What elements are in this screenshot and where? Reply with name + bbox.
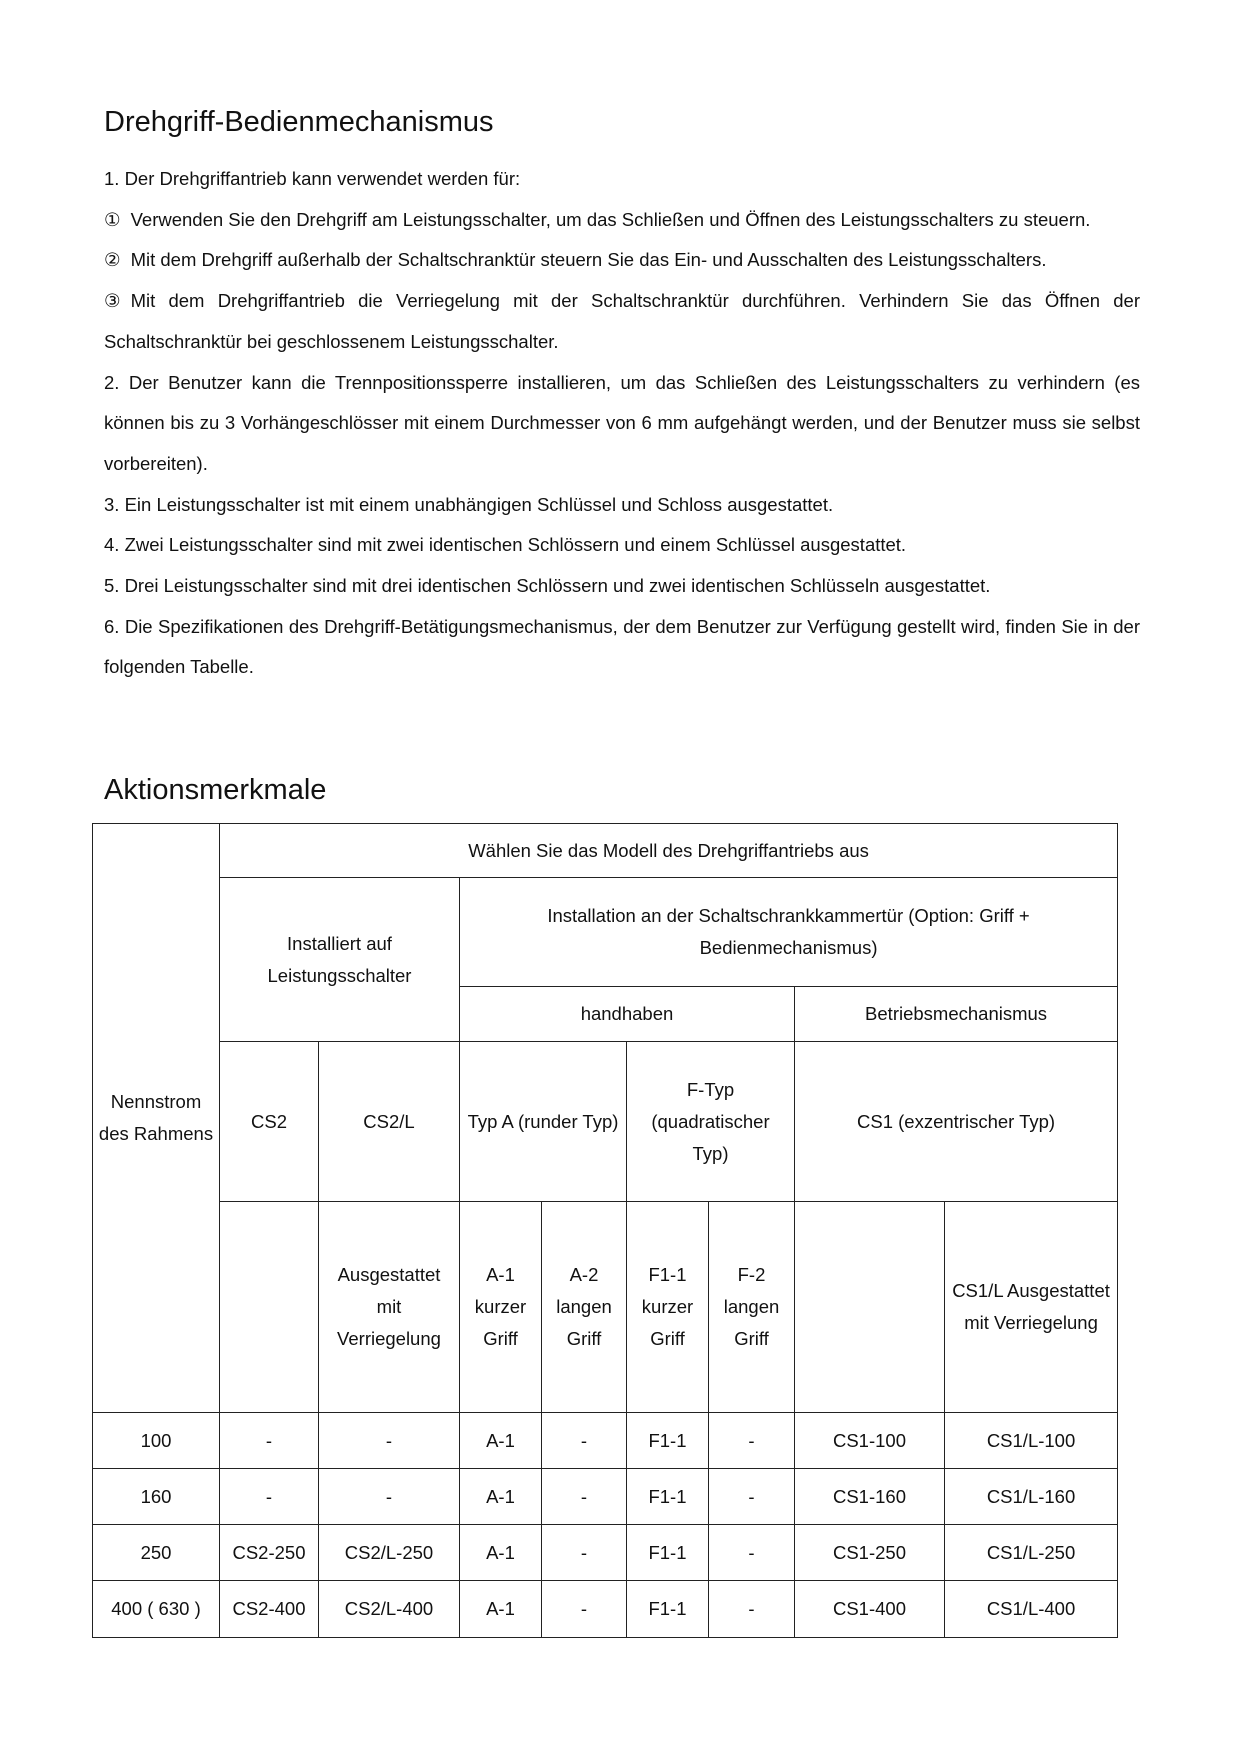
header-operating-mechanism: Betriebsmechanismus bbox=[795, 987, 1118, 1042]
subheader-cs1l: CS1/L Ausgestattet mit Verriegelung bbox=[945, 1202, 1118, 1413]
table-cell: - bbox=[709, 1469, 795, 1525]
table-cell: 400 ( 630 ) bbox=[93, 1581, 220, 1638]
paragraph-text: 2. Der Benutzer kann die Trennpositionssperre installieren, um das Schließen des Leistungsschalters zu verhindern (es können bis zu 3 Vorhängeschlösser mit einem Durchmesser von 6 mm aufgehängt werden, und der Benutzer muss sie selbst vorbereiten). bbox=[104, 371, 1140, 474]
table-row bbox=[93, 1413, 1118, 1469]
table-cell: - bbox=[220, 1469, 319, 1525]
subheader-cs2l: Ausgestattet mit Verriegelung bbox=[319, 1202, 460, 1413]
paragraph-1-item-3 bbox=[104, 281, 1140, 362]
table-cell: F1-1 bbox=[627, 1581, 709, 1638]
table-cell: - bbox=[709, 1581, 795, 1638]
circled-number-marker: ② bbox=[104, 249, 121, 271]
table-cell: 100 bbox=[93, 1413, 220, 1469]
header-installed-on-door: Installation an der Schaltschrankkammertür (Option: Griff + Bedienmechanismus) bbox=[460, 878, 1118, 987]
subheader-cs2 bbox=[220, 1202, 319, 1413]
header-frame-current: Nennstrom des Rahmens bbox=[93, 824, 220, 1413]
section-heading-characteristics: Aktionsmerkmale bbox=[104, 774, 327, 806]
paragraph-text: Mit dem Drehgriff außerhalb der Schaltschranktür steuern Sie das Ein- und Ausschalten des Leistungsschalters. bbox=[130, 249, 1047, 271]
table-row bbox=[93, 1525, 1118, 1581]
subheader-cs1 bbox=[795, 1202, 945, 1413]
paragraph-text: Verwenden Sie den Drehgriff am Leistungsschalter, um das Schließen und Öffnen des Leistungsschalters zu steuern. bbox=[130, 208, 1091, 230]
subheader-f2: F-2 langen Griff bbox=[709, 1202, 795, 1413]
circled-number-marker: ③ bbox=[104, 290, 121, 312]
paragraph-text: 4. Zwei Leistungsschalter sind mit zwei identischen Schlössern und einem Schlüssel ausgestattet. bbox=[104, 534, 907, 556]
table-cell: CS1-400 bbox=[795, 1581, 945, 1638]
paragraph-5 bbox=[104, 566, 1140, 607]
table-cell: - bbox=[542, 1413, 627, 1469]
paragraph-4 bbox=[104, 525, 1140, 566]
table-cell: CS1-100 bbox=[795, 1413, 945, 1469]
table-cell: CS1-250 bbox=[795, 1525, 945, 1581]
table-header-row bbox=[93, 878, 1118, 987]
table-cell: F1-1 bbox=[627, 1413, 709, 1469]
table-cell: A-1 bbox=[460, 1581, 542, 1638]
table-cell: CS1/L-250 bbox=[945, 1525, 1118, 1581]
table-cell: CS1/L-160 bbox=[945, 1469, 1118, 1525]
header-type-a: Typ A (runder Typ) bbox=[460, 1042, 627, 1202]
header-cs2l: CS2/L bbox=[319, 1042, 460, 1202]
table-cell: CS2-250 bbox=[220, 1525, 319, 1581]
subheader-f11: F1-1 kurzer Griff bbox=[627, 1202, 709, 1413]
table-cell: A-1 bbox=[460, 1525, 542, 1581]
table-cell: CS1/L-100 bbox=[945, 1413, 1118, 1469]
circled-number-marker: ① bbox=[104, 208, 121, 230]
header-installed-on-breaker: Installiert auf Leistungsschalter bbox=[220, 878, 460, 1042]
paragraph-text: 3. Ein Leistungsschalter ist mit einem unabhängigen Schlüssel und Schloss ausgestattet. bbox=[104, 493, 834, 515]
table-cell: - bbox=[542, 1469, 627, 1525]
table-header-row bbox=[93, 1042, 1118, 1202]
header-type-f: F-Typ (quadratischer Typ) bbox=[627, 1042, 795, 1202]
section-heading-mechanism: Drehgriff-Bedienmechanismus bbox=[104, 106, 494, 138]
table-cell: F1-1 bbox=[627, 1469, 709, 1525]
header-cs2: CS2 bbox=[220, 1042, 319, 1202]
table-cell: - bbox=[709, 1525, 795, 1581]
table-cell: - bbox=[319, 1413, 460, 1469]
table-cell: CS2/L-400 bbox=[319, 1581, 460, 1638]
header-cs1: CS1 (exzentrischer Typ) bbox=[795, 1042, 1118, 1202]
table-cell: - bbox=[542, 1525, 627, 1581]
table-cell: A-1 bbox=[460, 1469, 542, 1525]
table-cell: 160 bbox=[93, 1469, 220, 1525]
table-cell: CS2/L-250 bbox=[319, 1525, 460, 1581]
table-header-row bbox=[93, 824, 1118, 878]
table-cell: - bbox=[542, 1581, 627, 1638]
paragraph-1-item-1 bbox=[104, 200, 1140, 241]
table-cell: F1-1 bbox=[627, 1525, 709, 1581]
table-cell: - bbox=[319, 1469, 460, 1525]
table-cell: CS1/L-400 bbox=[945, 1581, 1118, 1638]
paragraph-3 bbox=[104, 485, 1140, 526]
paragraph-text: 5. Drei Leistungsschalter sind mit drei identischen Schlössern und zwei identischen Schlüsseln ausgestattet. bbox=[104, 575, 991, 597]
subheader-a1: A-1 kurzer Griff bbox=[460, 1202, 542, 1413]
table-cell: CS2-400 bbox=[220, 1581, 319, 1638]
paragraph-1 bbox=[104, 159, 1140, 200]
paragraph-2 bbox=[104, 363, 1140, 485]
paragraph-6 bbox=[104, 607, 1140, 688]
table-cell: - bbox=[709, 1413, 795, 1469]
table-cell: - bbox=[220, 1413, 319, 1469]
table-row bbox=[93, 1469, 1118, 1525]
paragraph-1-item-2 bbox=[104, 240, 1140, 281]
paragraph-text: 1. Der Drehgriffantrieb kann verwendet werden für: bbox=[104, 168, 521, 189]
header-select-model: Wählen Sie das Modell des Drehgriffantriebs aus bbox=[220, 824, 1118, 878]
subheader-a2: A-2 langen Griff bbox=[542, 1202, 627, 1413]
table-row bbox=[93, 1581, 1118, 1638]
table-cell: 250 bbox=[93, 1525, 220, 1581]
header-handle: handhaben bbox=[460, 987, 795, 1042]
table-header-row bbox=[93, 1202, 1118, 1413]
description-paragraphs bbox=[104, 159, 1140, 688]
specification-table bbox=[92, 823, 1118, 1638]
paragraph-text: Mit dem Drehgriffantrieb die Verriegelung mit der Schaltschranktür durchführen. Verhindern Sie das Öffnen der Schaltschranktür bei geschlossenem Leistungsschalter. bbox=[104, 290, 1140, 352]
table-cell: CS1-160 bbox=[795, 1469, 945, 1525]
table-cell: A-1 bbox=[460, 1413, 542, 1469]
paragraph-text: 6. Die Spezifikationen des Drehgriff-Betätigungsmechanismus, der dem Benutzer zur Verfügung gestellt wird, finden Sie in der folgenden Tabelle. bbox=[104, 615, 1140, 678]
